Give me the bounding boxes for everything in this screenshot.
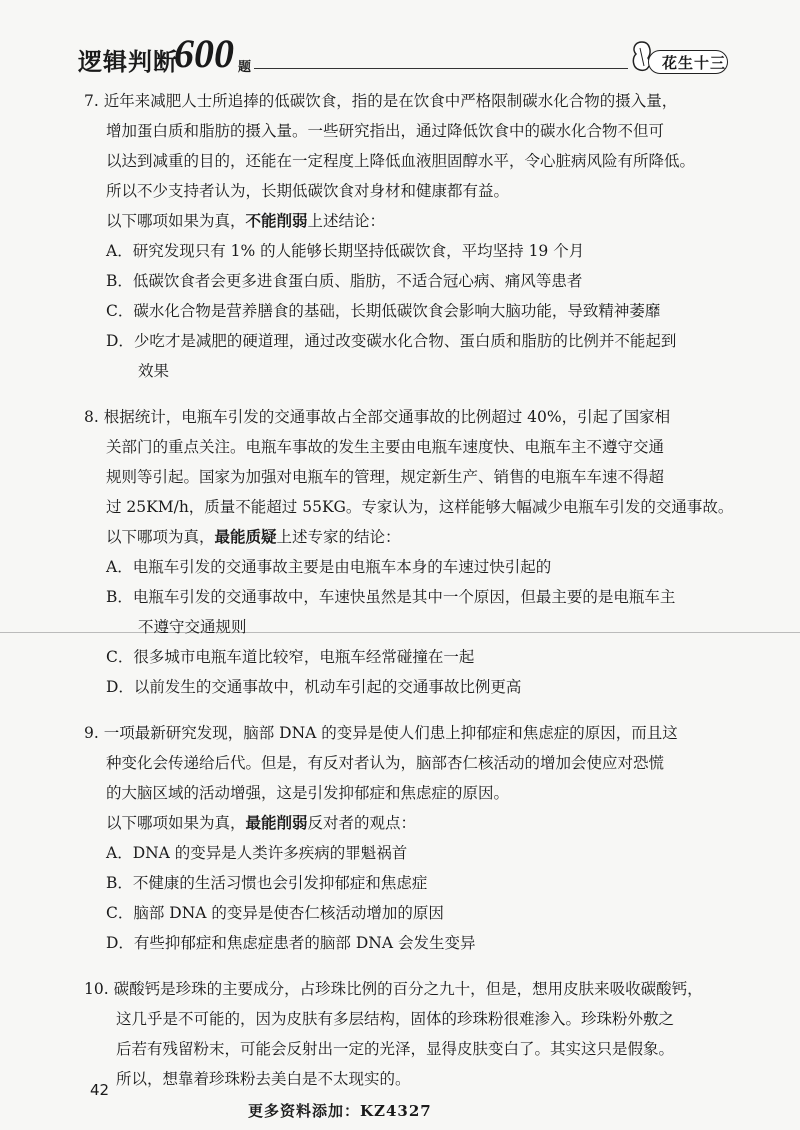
question-9 xyxy=(84,718,734,958)
question-prompt: 以下哪项如果为真，最能削弱反对者的观点： xyxy=(106,813,417,832)
question-line: 所以，想靠着珍珠粉去美白是不太现实的。 xyxy=(116,1070,411,1088)
brand-badge xyxy=(628,40,728,74)
option-a: A．DNA 的变异是人类许多疾病的罪魁祸首 xyxy=(106,844,408,862)
prompt-keyword: 不能削弱 xyxy=(245,211,308,230)
footer-note: 更多资料添加：KZ4327 xyxy=(248,1102,432,1120)
option-d: D．以前发生的交通事故中，机动车引起的交通事故比例更高 xyxy=(106,678,522,696)
page-header xyxy=(78,31,728,80)
question-number: 9. xyxy=(84,724,99,742)
option-b: B．低碳饮食者会更多进食蛋白质、脂肪，不适合冠心病、痛风等患者 xyxy=(106,272,583,290)
option-b-continued: 不遵守交通规则 xyxy=(138,618,247,636)
question-8 xyxy=(84,402,734,702)
option-a: A．电瓶车引发的交通事故主要是由电瓶车本身的车速过快引起的 xyxy=(106,558,552,576)
question-prompt: 以下哪项为真，最能质疑上述专家的结论： xyxy=(106,527,401,546)
question-line: 过 25KM/h，质量不能超过 55KG。专家认为，这样能够大幅减少电瓶车引发的交通事故。 xyxy=(106,498,734,516)
option-b: B．不健康的生活习惯也会引发抑郁症和焦虑症 xyxy=(106,874,428,892)
question-line: 碳酸钙是珍珠的主要成分，占珍珠比例的百分之九十，但是，想用皮肤来吸收碳酸钙， xyxy=(113,980,703,998)
option-d: D．有些抑郁症和焦虑症患者的脑部 DNA 会发生变异 xyxy=(106,934,476,952)
page-number: 42 xyxy=(90,1081,110,1099)
option-c: C．很多城市电瓶车道比较窄，电瓶车经常碰撞在一起 xyxy=(106,648,475,666)
question-line: 后若有残留粉末，可能会反射出一定的光泽，显得皮肤变白了。其实这只是假象。 xyxy=(116,1040,675,1058)
question-number: 8. xyxy=(84,408,99,426)
book-suffix: 题 xyxy=(238,60,252,75)
option-b: B．电瓶车引发的交通事故中，车速快虽然是其中一个原因，但最主要的是电瓶车主 xyxy=(106,588,676,606)
book-title: 逻辑判断 xyxy=(78,48,178,76)
question-line: 一项最新研究发现，脑部 DNA 的变异是使人们患上抑郁症和焦虑症的原因，而且这 xyxy=(103,724,678,742)
question-line: 根据统计，电瓶车引发的交通事故占全部交通事故的比例超过 40%，引起了国家相 xyxy=(103,408,671,426)
question-line: 增加蛋白质和脂肪的摄入量。一些研究指出，通过降低饮食中的碳水化合物不但可 xyxy=(106,122,665,140)
question-10 xyxy=(84,974,734,1094)
option-c: C．脑部 DNA 的变异是使杏仁核活动增加的原因 xyxy=(106,904,444,922)
book-number: 600 xyxy=(174,31,234,76)
question-line: 近年来减肥人士所追捧的低碳饮食，指的是在饮食中严格限制碳水化合物的摄入量， xyxy=(103,92,678,110)
question-line: 这几乎是不可能的，因为皮肤有多层结构，固体的珍珠粉很难渗入。珍珠粉外敷之 xyxy=(116,1010,675,1028)
question-number: 10. xyxy=(84,980,109,998)
option-c: C．碳水化合物是营养膳食的基础，长期低碳饮食会影响大脑功能，导致精神萎靡 xyxy=(106,302,661,320)
prompt-keyword: 最能质疑 xyxy=(214,527,277,546)
question-prompt: 以下哪项如果为真，不能削弱上述结论： xyxy=(106,211,386,230)
prompt-keyword: 最能削弱 xyxy=(245,813,308,832)
option-d-continued: 效果 xyxy=(138,362,170,380)
brand-label: 花生十三 xyxy=(662,54,727,72)
option-d: D．少吃才是减肥的硬道理，通过改变碳水化合物、蛋白质和脂肪的比例并不能起到 xyxy=(106,332,677,350)
question-number: 7. xyxy=(84,92,99,110)
question-line: 以达到减重的目的，还能在一定程度上降低血液胆固醇水平，令心脏病风险有所降低。 xyxy=(106,152,696,170)
question-7 xyxy=(84,86,734,386)
header-rule xyxy=(254,68,628,69)
question-line: 的大脑区域的活动增强，这是引发抑郁症和焦虑症的原因。 xyxy=(106,784,510,802)
page-content xyxy=(84,86,734,1110)
question-line: 规则等引起。国家为加强对电瓶车的管理，规定新生产、销售的电瓶车车速不得超 xyxy=(106,468,665,486)
question-line: 种变化会传递给后代。但是，有反对者认为，脑部杏仁核活动的增加会使应对恐慌 xyxy=(106,754,665,772)
option-a: A．研究发现只有 1% 的人能够长期坚持低碳饮食，平均坚持 19 个月 xyxy=(106,242,585,260)
question-line: 所以不少支持者认为，长期低碳饮食对身材和健康都有益。 xyxy=(106,182,510,200)
question-line: 关部门的重点关注。电瓶车事故的发生主要由电瓶车速度快、电瓶车主不遵守交通 xyxy=(106,438,665,456)
